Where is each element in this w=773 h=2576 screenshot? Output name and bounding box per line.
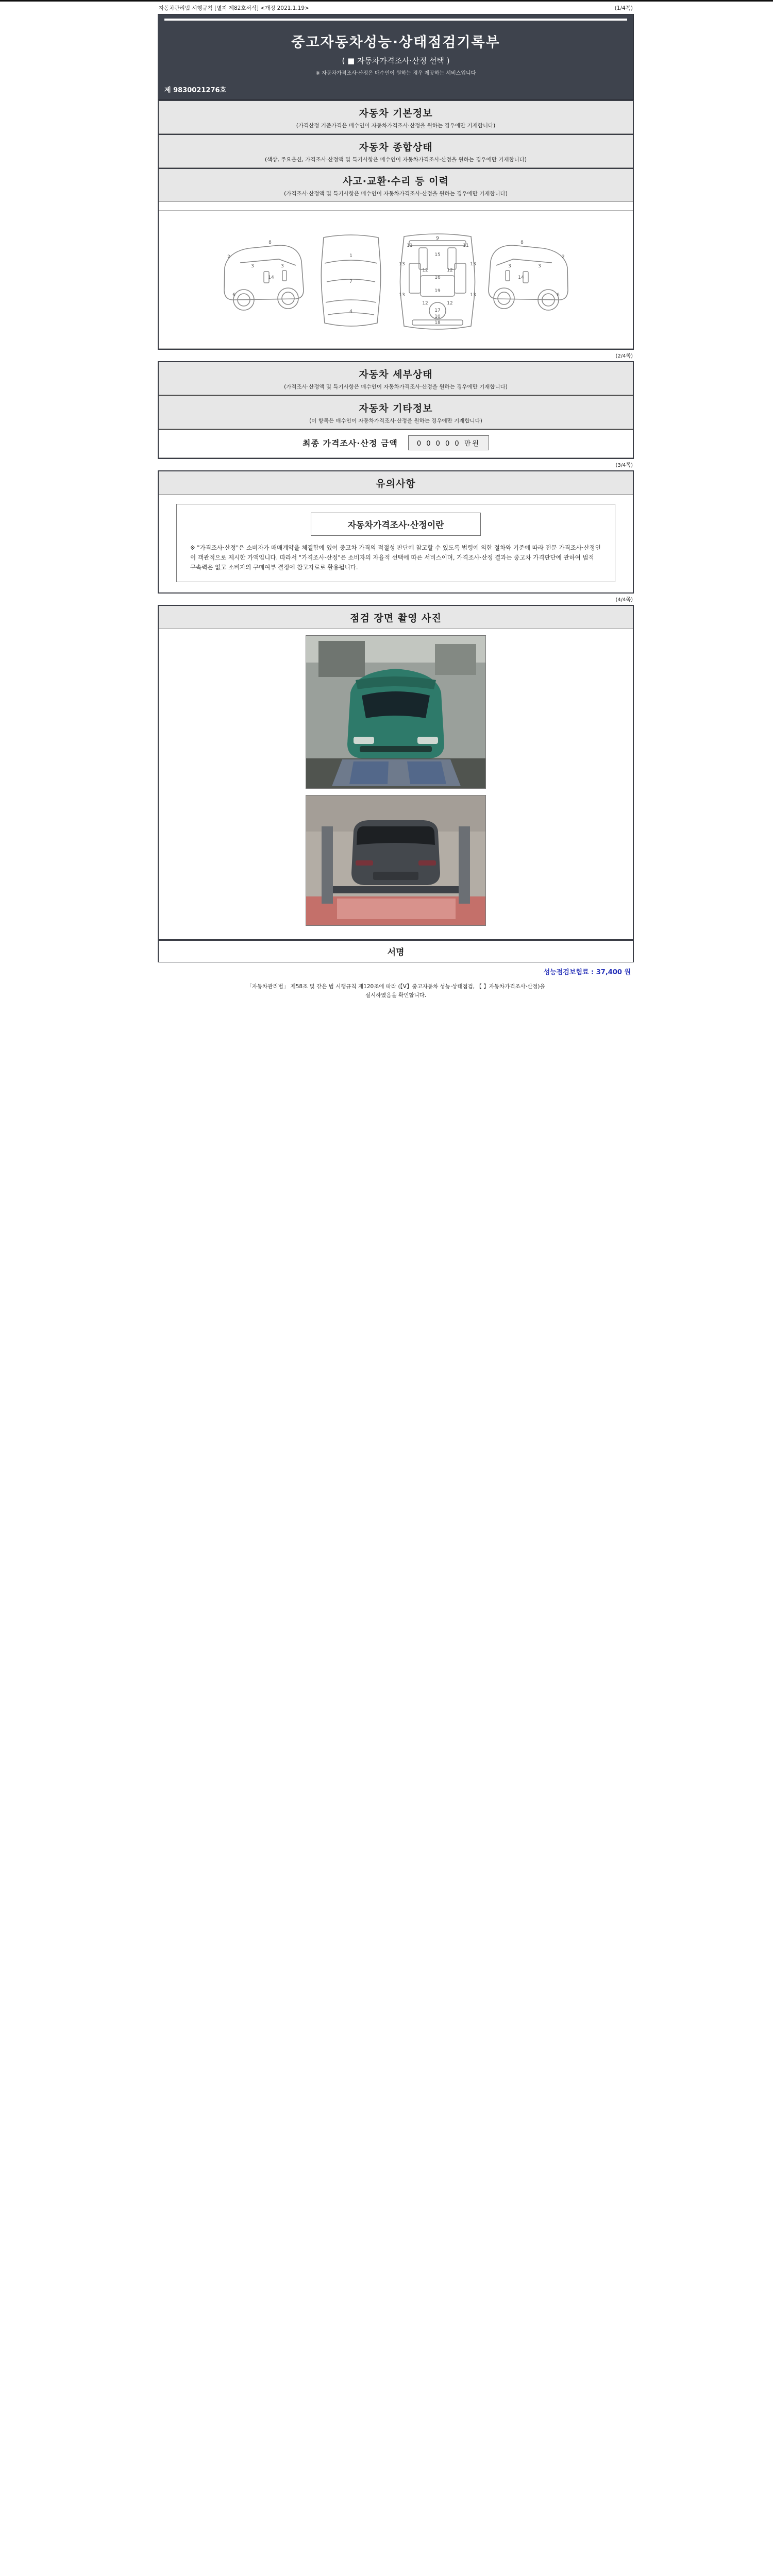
page-top-border: [0, 0, 773, 2]
basic-info-header: [159, 101, 633, 134]
etc-title: 자동차 기타정보: [359, 403, 433, 414]
final-price-basis: [159, 451, 633, 458]
inspection-photo-rear: [306, 795, 486, 926]
price-survey-info-box: [176, 504, 615, 582]
section-comprehensive: [158, 135, 634, 169]
panel-number: 8: [520, 240, 524, 245]
panel-number: 3: [508, 264, 511, 269]
section-detail: [158, 361, 634, 459]
notice-header: [159, 471, 633, 495]
final-price-row: [159, 429, 633, 451]
panel-number: 14: [267, 275, 274, 280]
header-divider: [164, 19, 627, 21]
page-marker-2: (2/4쪽): [615, 353, 633, 359]
panel-number: 12: [446, 268, 453, 273]
panel-number: 3: [280, 264, 284, 269]
service-note: ※ 자동차가격조사·산정은 매수인이 원하는 경우 제공하는 서비스입니다: [315, 71, 476, 76]
inspection-photo-front: [306, 635, 486, 789]
etc-header: [159, 395, 633, 429]
panel-number: 16: [434, 275, 441, 280]
legal-confirmation: [158, 978, 634, 1000]
legal-line-1: 「자동차관리법」 제58조 및 같은 법 시행규칙 제120조에 따라 (【V】중고자동차 성능·상태점검, 【 】자동차가격조사·산정)을: [246, 984, 545, 990]
panel-number: 13: [469, 293, 476, 298]
final-price-amount: 0 0 0 0 0 만원: [408, 435, 489, 450]
basic-info-subtitle: (가격산정 기준가격은 매수인이 자동차가격조사·산정을 원하는 경우에만 기재합니다): [296, 123, 496, 129]
document-subtitle: ( ■ 자동차가격조사·산정 선택 ): [342, 56, 450, 65]
detail-subtitle: (가격조사·산정액 및 특기사항은 매수인이 자동차가격조사·산정을 원하는 경우에만 기재합니다): [284, 384, 508, 390]
panel-number: 12: [422, 268, 428, 273]
document-number: 제 9830021276호: [164, 87, 227, 94]
legal-line-2: 실시하였음을 확인합니다.: [365, 992, 427, 998]
page-marker-3: (3/4쪽): [615, 463, 633, 468]
photos-body: [159, 629, 633, 939]
price-survey-box-text: ※ "가격조사·산정"은 소비자가 매매계약을 체결함에 있어 중고차 가격의 적절성 판단에 참고할 수 있도록 법령에 의한 절차와 기준에 따라 전문 가격조사·산정인이 객관적으로 제시한 가액입니다. 따라서 "가격조사·산정"은 소비자의 자율적 선택에 따른 서비스이며, 가격조사·산정 결과는 중고차 가격판단에 관하여 법적 구속력은 없고 소비자의 구매여부 결정에 참고자료로 활용됩니다.: [190, 544, 601, 571]
document-header: [158, 14, 634, 100]
panel-number: 12: [422, 301, 428, 306]
panel-number: 3: [537, 264, 541, 269]
form-regulation-note: 자동차관리법 시행규칙 [별지 제82호서식] <개정 2021.1.19>: [159, 5, 309, 11]
panel-number: 17: [434, 308, 441, 313]
accident-subtitle: (가격조사·산정액 및 특기사항은 매수인이 자동차가격조사·산정을 원하는 경우에만 기재합니다): [284, 191, 508, 197]
panel-number: 13: [398, 293, 405, 298]
car-diagram-svg: [163, 214, 629, 344]
panel-number: 11: [462, 243, 469, 248]
section-accident-history: [158, 169, 634, 350]
panel-number: 19: [434, 289, 441, 294]
detail-title: 자동차 세부상태: [359, 369, 433, 380]
notice-title: 유의사항: [376, 478, 416, 489]
page-marker-1: (1/4쪽): [614, 5, 633, 11]
signature-title: 서명: [158, 940, 634, 962]
photos-title: 점검 장면 촬영 사진: [350, 613, 442, 624]
panel-number: 14: [517, 275, 524, 280]
inspection-record-document: [158, 3, 634, 1000]
panel-number: 6: [232, 293, 236, 298]
section-photos: [158, 605, 634, 940]
car-diagram: [159, 211, 633, 349]
panel-number: 11: [406, 243, 413, 248]
panel-number: 2: [561, 255, 565, 260]
panel-number: 15: [434, 252, 441, 258]
panel-number: 13: [398, 262, 405, 267]
photos-header: [159, 606, 633, 629]
section-notice: [158, 470, 634, 594]
state-code-legend: [159, 202, 633, 211]
inspection-fee: 성능점검보험료 : 37,400 원: [543, 969, 631, 976]
final-price-label: 최종 가격조사·산정 금액: [303, 438, 398, 448]
comprehensive-header: [159, 135, 633, 168]
panel-number: 3: [250, 264, 254, 269]
accident-header: [159, 169, 633, 202]
panel-number: 7: [349, 279, 352, 284]
form-reference-line: [158, 3, 634, 14]
section-basic-info: [158, 100, 634, 135]
panel-number: 9: [435, 236, 439, 241]
etc-subtitle: (이 항목은 매수인이 자동차가격조사·산정을 원하는 경우에만 기재합니다): [309, 418, 482, 424]
document-title: 중고자동차성능·상태점검기록부: [291, 35, 500, 50]
comprehensive-title: 자동차 종합상태: [359, 142, 433, 153]
panel-number: 12: [446, 301, 453, 306]
comprehensive-subtitle: (색상, 주요옵션, 가격조사·산정액 및 특기사항은 매수인이 자동차가격조사·산정을 원하는 경우에만 기재합니다): [264, 157, 527, 163]
panel-number: 1: [349, 253, 352, 259]
detail-header: [159, 362, 633, 395]
panel-number: 18: [434, 320, 441, 326]
page-marker-4: (4/4쪽): [615, 597, 633, 603]
panel-number: 8: [268, 240, 272, 245]
panel-number: 10: [434, 314, 441, 319]
panel-number: 13: [469, 262, 476, 267]
panel-number: 2: [227, 255, 230, 260]
basic-info-title: 자동차 기본정보: [359, 108, 433, 119]
panel-number: 6: [556, 293, 560, 298]
panel-number: 4: [349, 309, 352, 314]
price-survey-box-title: 자동차가격조사·산정이란: [311, 513, 480, 536]
accident-title: 사고·교환·수리 등 이력: [343, 176, 449, 187]
